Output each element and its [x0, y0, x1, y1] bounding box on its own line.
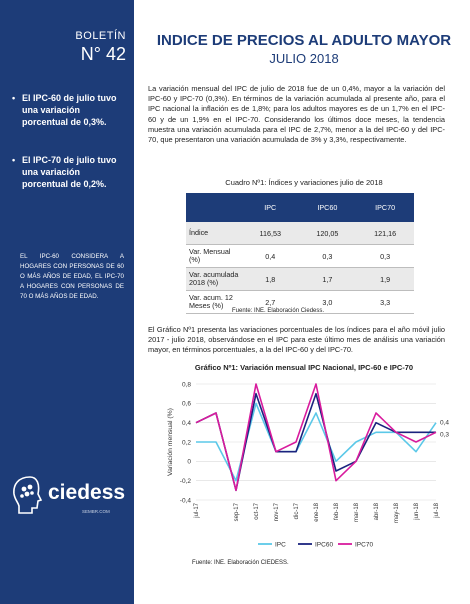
table-row-label: Var. Mensual (%): [186, 245, 242, 268]
table-header-cell: IPC60: [298, 193, 356, 222]
table-cell: 116,53: [242, 222, 298, 245]
legend-label: IPC60: [315, 541, 334, 549]
table-cell: 0,4: [242, 245, 298, 268]
logo-wordmark: ciedess: [48, 481, 126, 504]
table-cell: 3,3: [356, 291, 414, 314]
x-tick-label: abr-18: [374, 503, 380, 521]
bulletin-number: N° 42: [80, 44, 126, 64]
ciedess-logo: [10, 475, 130, 519]
table-cell: 0,3: [298, 245, 356, 268]
y-tick-label: -0,2: [179, 477, 191, 485]
y-axis-label: Variación mensual (%): [167, 408, 174, 476]
table-header-cell: [186, 193, 242, 222]
x-tick-label: jul-18: [434, 503, 440, 518]
table-cell: 120,05: [298, 222, 356, 245]
table-row-label: Var. acumulada 2018 (%): [186, 268, 242, 291]
table-cell: 1,9: [356, 268, 414, 291]
table-row-label: Índice: [186, 222, 242, 245]
end-label: 0,4: [440, 419, 450, 427]
highlight-item: • El IPC-60 de julio tuvo una variación porcentual de 0,3%.: [12, 92, 124, 128]
table-header-cell: IPC70: [356, 193, 414, 222]
legend-label: IPC70: [355, 541, 374, 549]
table-row: [186, 268, 414, 291]
x-tick-label: feb-18: [334, 503, 340, 521]
highlight-item: • El IPC-70 de julio tuvo una variación porcentual de 0,2%.: [12, 154, 124, 190]
table-row: [186, 222, 414, 245]
x-tick-label: jun-18: [414, 503, 420, 520]
table-cell: 121,16: [356, 222, 414, 245]
y-tick-label: 0,2: [181, 439, 191, 447]
table-header-cell: IPC: [242, 193, 298, 222]
line-chart: [148, 376, 470, 554]
head-profile-icon: [10, 475, 44, 515]
x-tick-label: nov-17: [274, 503, 280, 522]
chart-paragraph: El Gráfico Nº1 presenta las variaciones porcentuales de los índices para el año móvil julio 2017 - julio 2018, observándose en el IPC para este último mes de análisis una variación mayor, en términos porcentuales, a la del IPC-60 y del IPC-70.: [148, 325, 445, 355]
x-tick-label: jul-17: [194, 503, 200, 518]
table-cell: 2,7: [242, 291, 298, 314]
page-title: INDICE DE PRECIOS AL ADULTO MAYOR: [156, 32, 452, 49]
y-tick-label: -0,4: [179, 497, 191, 505]
x-tick-label: sep-17: [234, 503, 240, 522]
logo-subtext: SEMBR.COM: [82, 509, 110, 514]
chart-source: Fuente: INE. Elaboración CIEDESS.: [192, 560, 289, 566]
table-row: [186, 245, 414, 268]
bulletin-label: BOLETÍN: [75, 30, 126, 42]
intro-paragraph: La variación mensual del IPC de julio de 2018 fue de un 0,4%, mayor a la variación del IPC-60 y IPC-70 (0,3%). En términos de la variación acumulada al presente año, para el IPC nacional la inflación es de 1,8%; para los adultos mayores es de un 1,7% en el IPC-60 y de un 1,9% en el IPC-70. Considerando los últimos doce meses, la tendencia muestra una variación acumulada para el IPC de 2,7%, menor a la del IPC-60 y del IPC-70, que presentaron una variación acumulada de 3% y 3,3%, respectivamente.: [148, 84, 445, 145]
x-tick-label: mar-18: [354, 503, 360, 523]
y-tick-label: 0,8: [181, 381, 191, 389]
index-table: [186, 193, 414, 314]
table-cell: 0,3: [356, 245, 414, 268]
table-cell: 1,8: [242, 268, 298, 291]
table-cell: 3,0: [298, 291, 356, 314]
x-tick-label: dic-17: [294, 503, 300, 520]
chart-title: Gráfico Nº1: Variación mensual IPC Nacional, IPC-60 e IPC-70: [194, 363, 414, 372]
highlight-list: [12, 92, 124, 216]
x-tick-label: oct-17: [254, 503, 260, 520]
legend-label: IPC: [275, 541, 286, 549]
table-row-label: Var. acum. 12 Meses (%): [186, 291, 242, 314]
sidebar: [0, 0, 134, 604]
y-tick-label: 0,4: [181, 419, 191, 427]
end-label: 0,3: [440, 431, 450, 439]
y-tick-label: 0: [187, 458, 191, 466]
x-tick-label: ene-18: [314, 503, 320, 522]
table-header-row: [186, 193, 414, 222]
table-title: Cuadro Nº1: Índices y variaciones julio de 2018: [225, 178, 383, 187]
table-cell: 1,7: [298, 268, 356, 291]
y-tick-label: 0,6: [181, 400, 191, 408]
page-subtitle: JULIO 2018: [269, 51, 339, 66]
x-tick-label: may-18: [394, 503, 400, 524]
sidebar-note: EL IPC-60 CONSIDERA A HOGARES CON PERSONAS DE 60 O MÁS AÑOS DE EDAD, EL IPC-70 A HOGARES CON PERSONAS DE 70 O MÁS AÑOS DE EDAD.: [20, 253, 124, 300]
table-source: Fuente: INE. Elaboración Ciedess.: [232, 308, 325, 314]
